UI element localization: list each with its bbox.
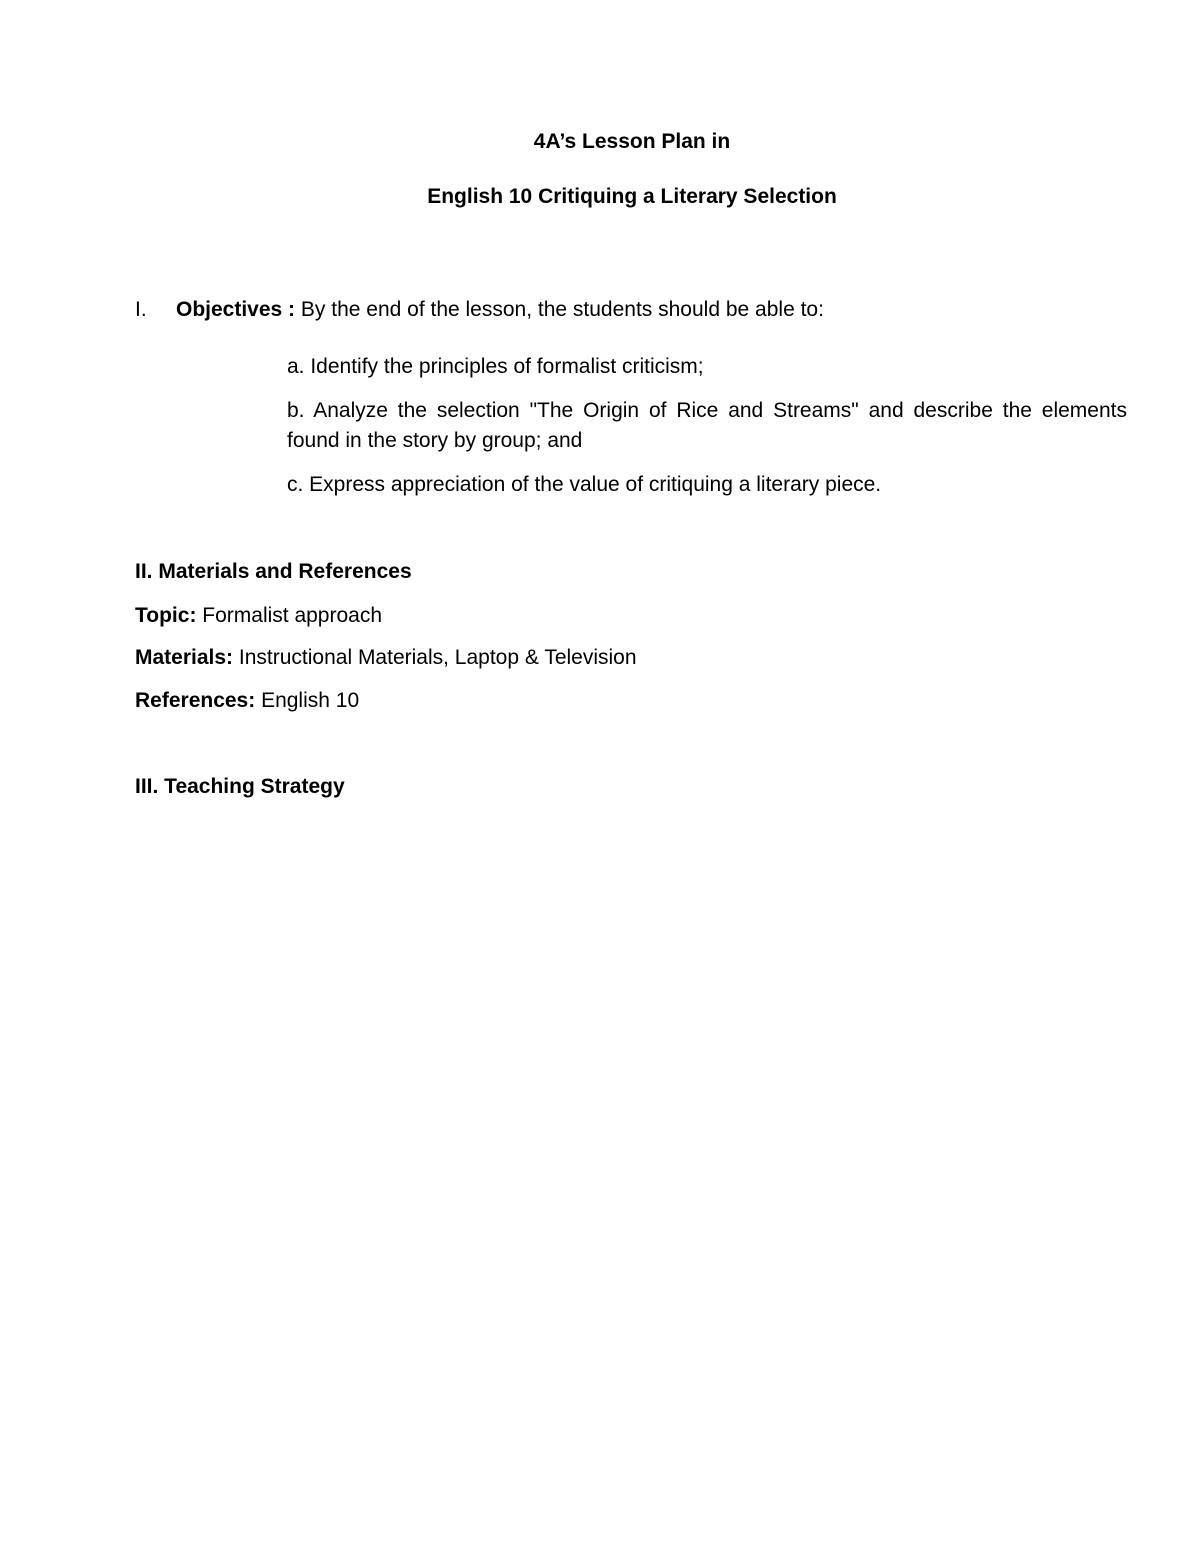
teaching-strategy-heading: III. Teaching Strategy xyxy=(135,775,345,798)
materials-label: Materials: xyxy=(135,646,234,669)
materials-line xyxy=(135,645,637,671)
objectives-intro-line xyxy=(176,297,824,323)
document-subtitle: English 10 Critiquing a Literary Selection xyxy=(427,185,837,208)
topic-line xyxy=(135,603,382,629)
references-label: References: xyxy=(135,689,256,712)
objective-item-b: b. Analyze the selection "The Origin of Rice and Streams" and describe the elements found in the story by group; and xyxy=(287,399,1127,452)
objectives-intro: By the end of the lesson, the students should be able to: xyxy=(295,298,824,321)
objective-item-c: c. Express appreciation of the value of critiquing a literary piece. xyxy=(287,473,882,496)
objectives-label: Objectives : xyxy=(176,298,296,321)
objectives-numeral: I. xyxy=(135,298,147,321)
topic-value: Formalist approach xyxy=(196,604,383,627)
references-value: English 10 xyxy=(255,689,360,712)
materials-references-heading: II. Materials and References xyxy=(135,560,412,583)
document-title: 4A’s Lesson Plan in xyxy=(533,130,731,153)
objective-item-a: a. Identify the principles of formalist criticism; xyxy=(287,355,704,378)
references-line xyxy=(135,688,359,714)
topic-label: Topic: xyxy=(135,604,197,627)
materials-value: Instructional Materials, Laptop & Television xyxy=(233,646,637,669)
